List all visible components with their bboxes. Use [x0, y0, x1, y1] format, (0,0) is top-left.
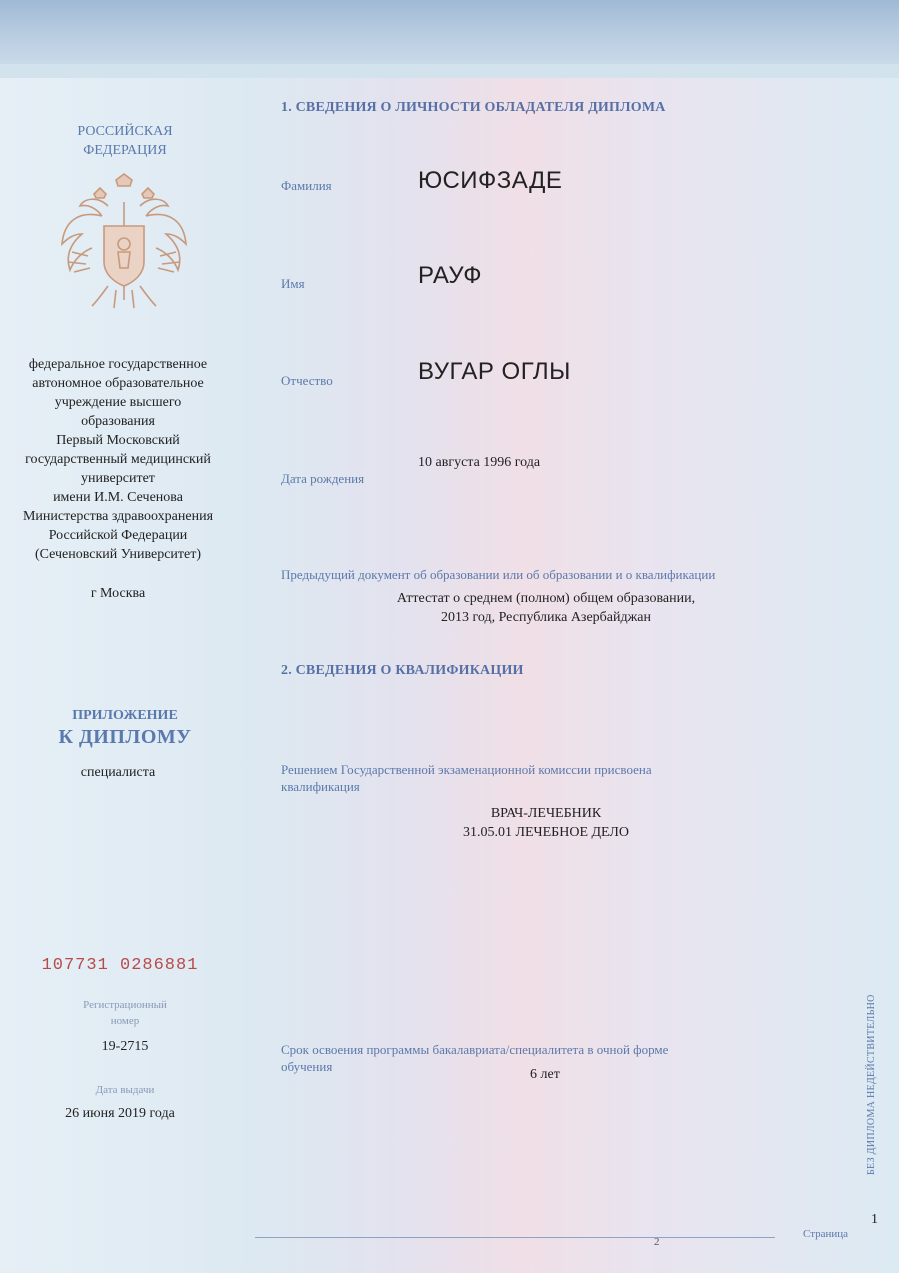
issue-date-label: Дата выдачи [95, 1084, 155, 1096]
decision-label-line-2: квалификация [281, 779, 360, 794]
reg-number-label [50, 997, 200, 1029]
duration-label-line-2: обучения [281, 1059, 333, 1074]
prev-doc-label: Предыдущий документ об образовании или об образовании и о квалификации [281, 567, 716, 582]
prev-doc-line-2: 2013 год, Республика Азербайджан [440, 610, 652, 625]
prev-doc-value [281, 589, 811, 627]
patronymic-value: ВУГАР ОГЛЫ [418, 358, 571, 385]
vertical-validity-note: БЕЗ ДИПЛОМА НЕДЕЙСТВИТЕЛЬНО [866, 994, 877, 1175]
appendix-line-2: К ДИПЛОМУ [58, 726, 192, 748]
org-line: автономное образовательное [32, 376, 204, 391]
qualification-value [281, 804, 811, 842]
surname-value: ЮСИФЗАДЕ [418, 167, 563, 194]
top-security-strip [0, 64, 899, 78]
coat-of-arms-emblem [58, 172, 190, 312]
reg-label-line-1: Регистрационный [83, 999, 167, 1011]
duration-label-line-1: Срок освоения программы бакалавриата/специалитета в очной форме [281, 1042, 669, 1057]
org-line: образования [81, 414, 155, 429]
institution-name [0, 355, 236, 564]
page-label: Страница [803, 1228, 849, 1240]
decision-label-line-1: Решением Государственной экзаменационной комиссии присвоена [281, 762, 652, 777]
org-line: государственный медицинский [25, 452, 211, 467]
org-line: университет [81, 471, 155, 486]
country-line-2: ФЕДЕРАЦИЯ [83, 143, 167, 158]
org-line: учреждение высшего [54, 395, 182, 410]
duration-value: 6 лет [530, 1067, 560, 1082]
reg-number: 19-2715 [101, 1039, 149, 1054]
birthdate-value: 10 августа 1996 года [418, 455, 541, 470]
appendix-title [30, 708, 220, 749]
org-line: (Сеченовский Университет) [34, 547, 202, 562]
issue-date: 26 июня 2019 года [65, 1106, 175, 1121]
org-line: Министерства здравоохранения [22, 509, 214, 524]
name-label: Имя [281, 276, 305, 291]
name-value: РАУФ [418, 262, 483, 289]
qualification-line-2: 31.05.01 ЛЕЧЕБНОЕ ДЕЛО [462, 825, 630, 840]
country-line-1: РОССИЙСКАЯ [77, 124, 173, 139]
country-title [50, 122, 200, 160]
duration-label [281, 1041, 668, 1075]
section2-heading: 2. СВЕДЕНИЯ О КВАЛИФИКАЦИИ [281, 663, 524, 678]
appendix-line-1: ПРИЛОЖЕНИЕ [72, 708, 178, 723]
org-line: Российской Федерации [48, 528, 188, 543]
surname-label: Фамилия [281, 178, 332, 193]
city: г Москва [90, 586, 146, 601]
decision-label [281, 761, 652, 795]
qualification-line-1: ВРАЧ-ЛЕЧЕБНИК [490, 806, 602, 821]
section1-heading: 1. СВЕДЕНИЯ О ЛИЧНОСТИ ОБЛАДАТЕЛЯ ДИПЛОМА [281, 100, 666, 115]
reg-label-line-2: номер [110, 1015, 140, 1027]
org-line: имени И.М. Сеченова [53, 490, 183, 505]
top-security-band [0, 0, 899, 64]
page-number: 1 [871, 1212, 878, 1227]
patronymic-label: Отчество [281, 373, 333, 388]
degree-level: специалиста [80, 765, 156, 780]
org-line: Первый Московский [56, 433, 180, 448]
serial-number: 107731 0286881 [41, 956, 199, 975]
prev-doc-line-1: Аттестат о среднем (полном) общем образовании, [396, 591, 696, 606]
footer-center-mark: 2 [654, 1236, 660, 1248]
footer-line [255, 1237, 775, 1238]
birthdate-label: Дата рождения [281, 471, 365, 486]
org-line: федеральное государственное [28, 357, 208, 372]
